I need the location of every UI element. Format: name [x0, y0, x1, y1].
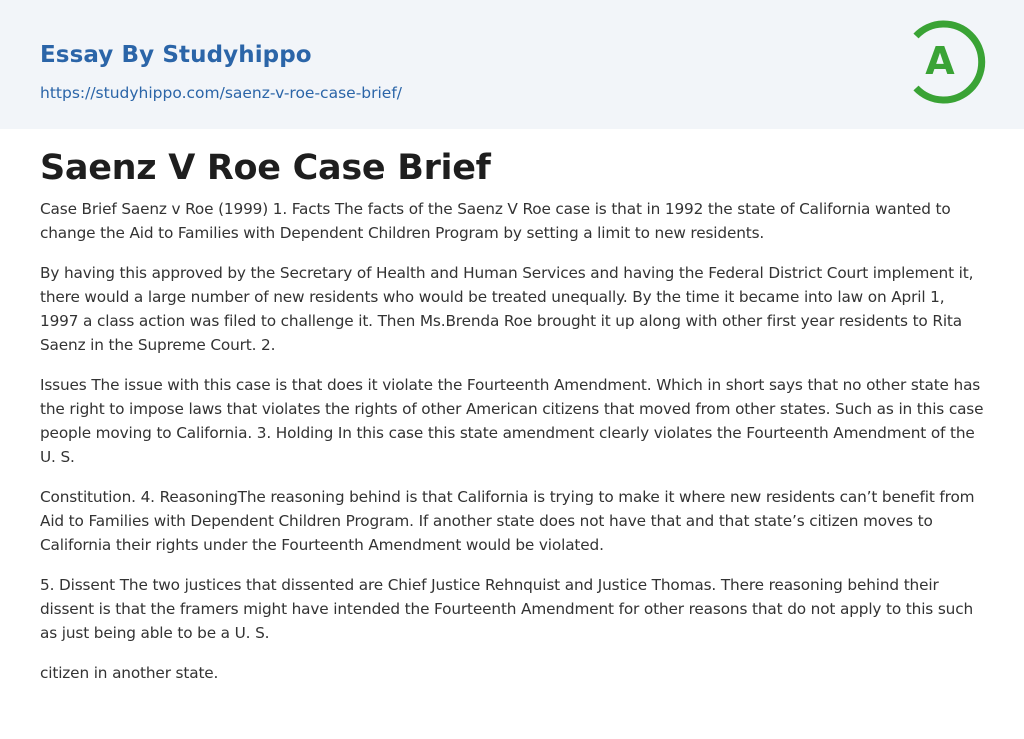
article-paragraph-5: 5. Dissent The two justices that dissented are Chief Justice Rehnquist and Justice Thomas. There reasoning behind their dissent is that the framers might have intended the Fourteenth Amendment for other reasons that do not apply to this such as just being able to be a U. S.: [40, 576, 974, 642]
logo-letter: A: [925, 39, 955, 83]
article-paragraph-4: Constitution. 4. ReasoningThe reasoning behind is that California is trying to make it where new residents can’t benefit from Aid to Families with Dependent Children Program. If another state does not have that and that state’s citizen moves to California their rights under the Fourteenth Amendment would be violated.: [40, 488, 975, 554]
site-title[interactable]: Essay By Studyhippo: [40, 42, 312, 68]
article-paragraph-2: By having this approved by the Secretary of Health and Human Services and having the Federal District Court implement it, there would a large number of new residents who would be treated unequally. By the time it became into law on April 1, 1997 a class action was filed to challenge it. Then Ms.Brenda Roe brought it up along with other first year residents to Rita Saenz in the Supreme Court. 2.: [40, 264, 974, 354]
article: [40, 145, 984, 701]
site-header: [0, 0, 1024, 129]
page-title: Saenz V Roe Case Brief: [40, 148, 491, 188]
article-paragraph-3: Issues The issue with this case is that does it violate the Fourteenth Amendment. Which in short says that no other state has the right to impose laws that violates the rights of other American citizens that moved from other states. Such as in this case people moving to California. 3. Holding In this case this state amendment clearly violates the Fourteenth Amendment of the U. S.: [40, 376, 984, 466]
article-paragraph-6: citizen in another state.: [40, 664, 219, 682]
source-url-link[interactable]: https://studyhippo.com/saenz-v-roe-case-brief/: [40, 84, 403, 102]
studyhippo-logo-icon[interactable]: [906, 16, 990, 108]
article-paragraph-1: Case Brief Saenz v Roe (1999) 1. Facts The facts of the Saenz V Roe case is that in 1992 the state of California wanted to change the Aid to Families with Dependent Children Program by setting a limit to new residents.: [40, 200, 951, 242]
